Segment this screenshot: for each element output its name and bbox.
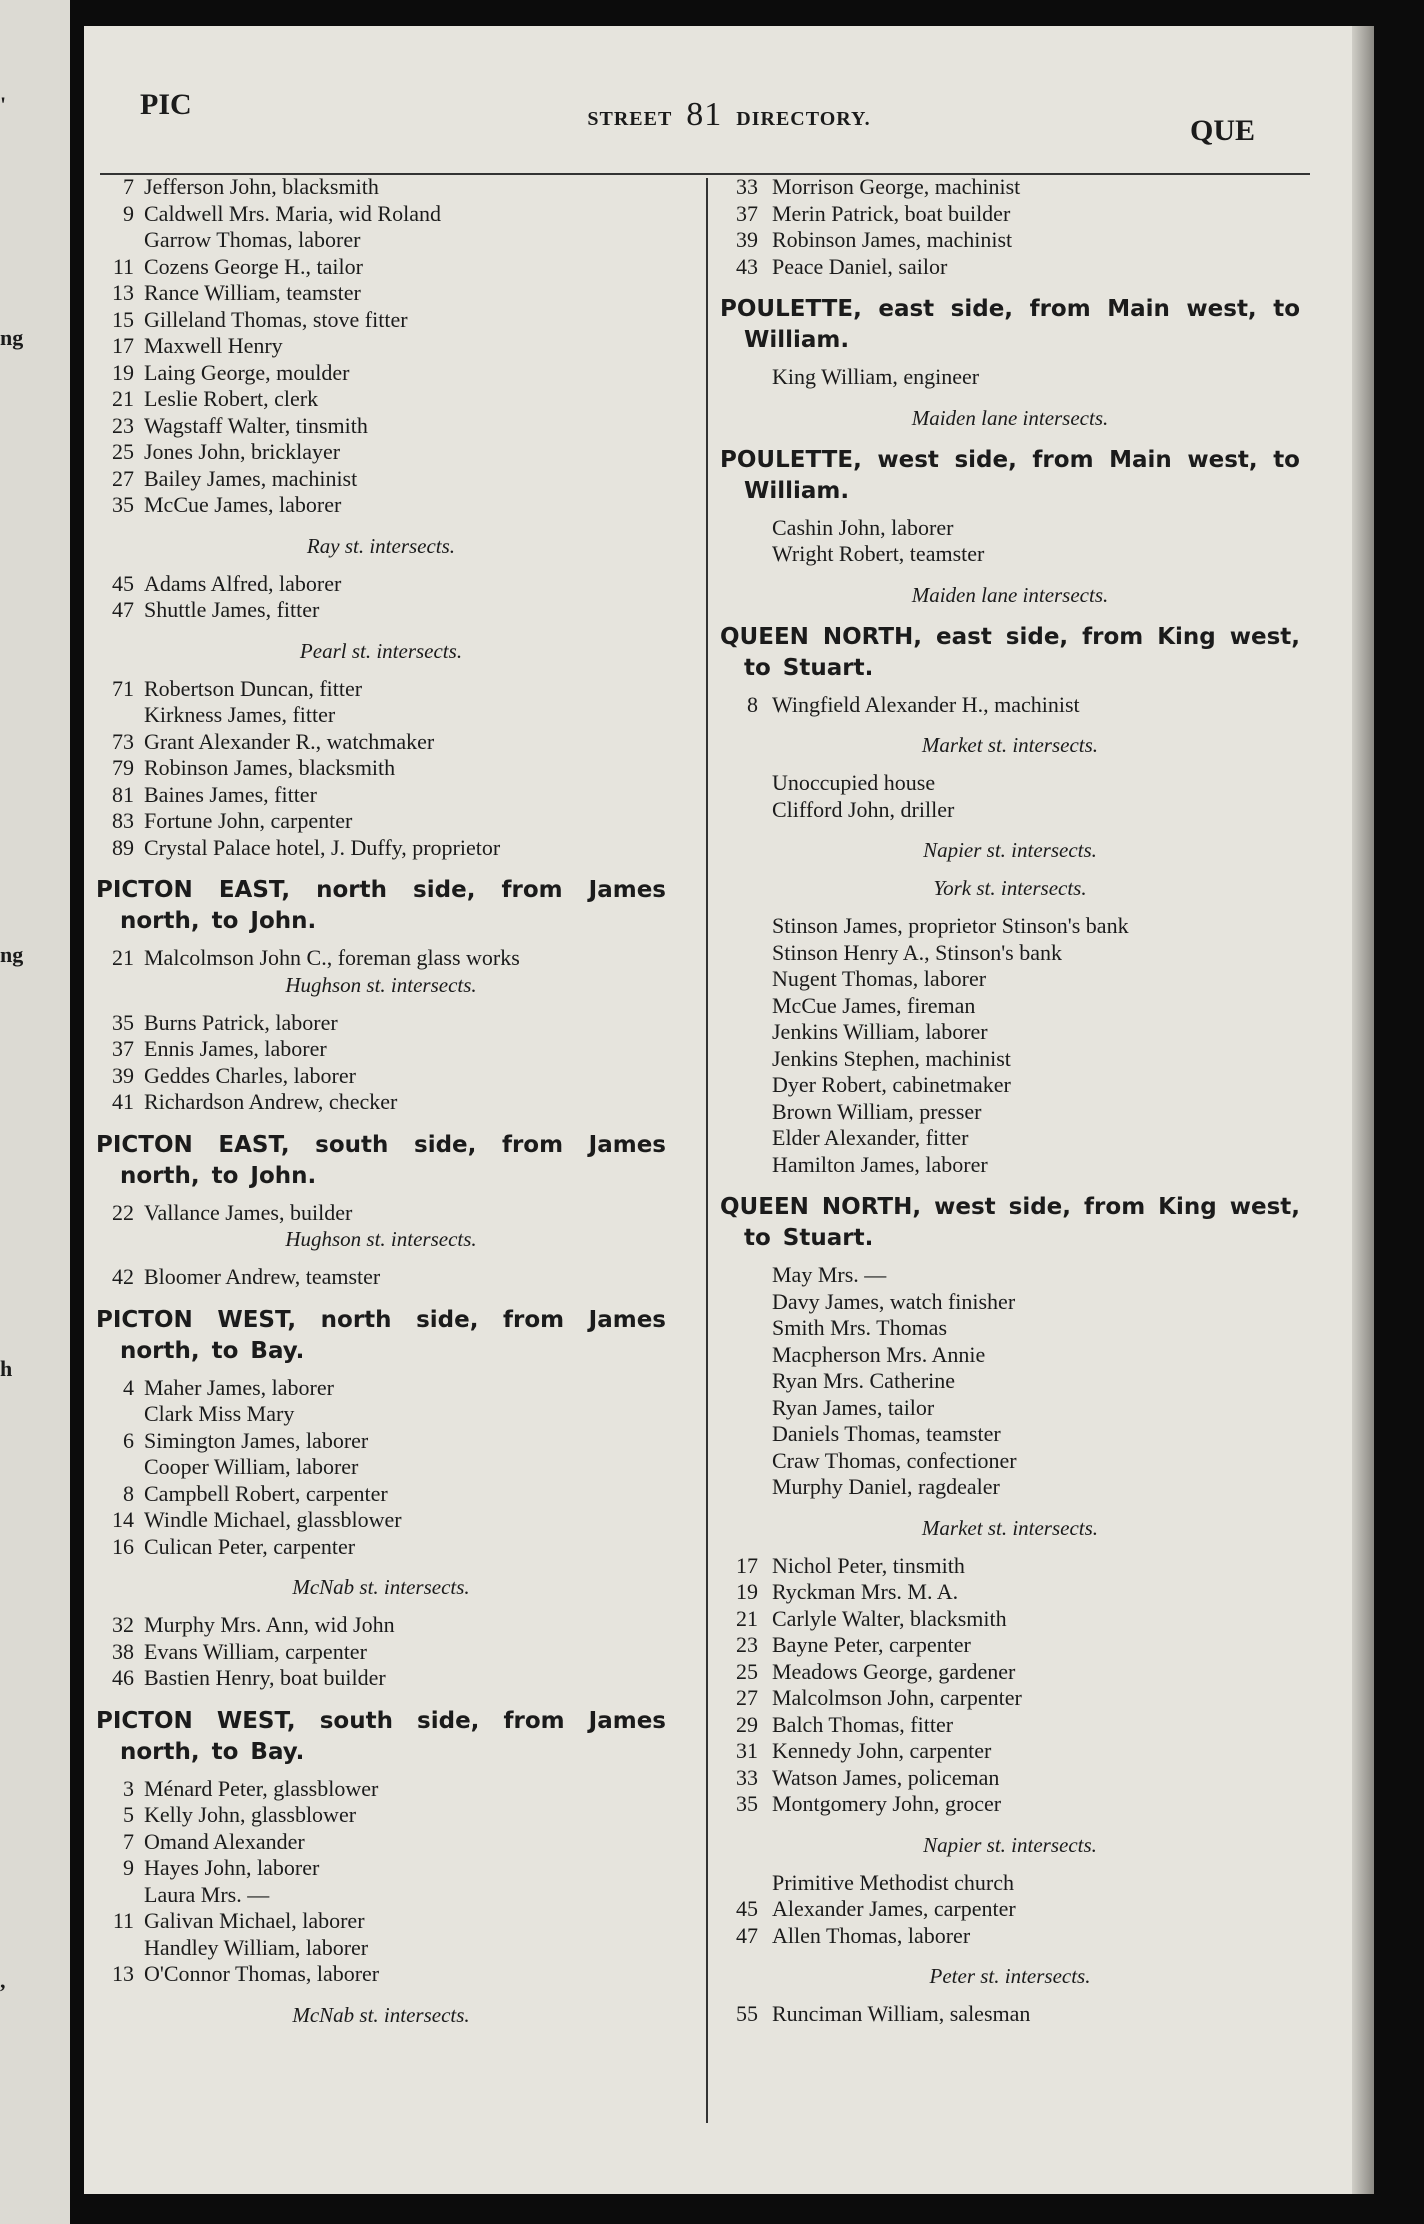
directory-entry [96,1089,666,1116]
directory-entry [96,174,666,201]
directory-entry [96,1882,666,1909]
intersection-note: Ray st. intersects. [306,533,456,558]
intersection-note: Pearl st. intersects. [299,638,463,663]
directory-entry [720,1152,1300,1179]
directory-entry [96,227,666,254]
resident-text: Shuttle James, fitter [144,597,320,622]
house-number: 55 [736,2001,758,2026]
resident-text: Jefferson John, blacksmith [144,174,379,199]
directory-entry [96,1481,666,1508]
directory-entry [720,1289,1300,1316]
directory-entry [96,1961,666,1988]
directory-entry [720,1315,1300,1342]
house-number: 6 [123,1427,134,1453]
column-divider [706,178,708,2123]
resident-text: Ryckman Mrs. M. A. [772,1579,959,1604]
house-number: 19 [736,1579,758,1604]
resident-text: Peace Daniel, sailor [772,253,948,279]
street-name: PICTON EAST [96,1131,281,1158]
resident-text: Stinson James, proprietor Stinson's bank [772,913,1129,938]
resident-text: Caldwell Mrs. Maria, wid Roland [144,200,441,226]
house-number: 32 [112,1612,134,1637]
resident-text: McCue James, fireman [772,992,976,1018]
house-number: 13 [112,280,134,305]
directory-entry [720,1632,1300,1659]
resident-text: Meadows George, gardener [772,1658,1016,1684]
house-number: 43 [736,253,758,279]
directory-entry [96,386,666,413]
directory-entry [720,770,1300,797]
house-number: 81 [112,781,134,807]
house-number: 45 [112,570,134,596]
header-title-right: DIRECTORY. [736,108,871,130]
resident-text: Robinson James, machinist [772,227,1013,252]
directory-entry [96,1612,666,1639]
resident-text: Clifford John, driller [772,796,955,822]
resident-text: Maher James, laborer [144,1374,334,1400]
resident-text: Wingfield Alexander H., machinist [772,691,1080,717]
street-extent: , east side, from King west, to Stuart. [744,623,1300,681]
street-heading [96,1305,666,1367]
intersection-note: McNab st. intersects. [292,2002,470,2027]
resident-text: Windle Michael, glassblower [144,1507,402,1532]
directory-entry [96,439,666,466]
street-heading [96,875,666,937]
resident-text: Daniels Thomas, teamster [772,1421,1001,1446]
house-number: 39 [112,1062,134,1088]
directory-entry [720,797,1300,824]
resident-text: Craw Thomas, confectioner [772,1447,1017,1473]
directory-entry [720,174,1300,201]
house-number: 33 [736,1764,758,1790]
directory-entry [720,364,1300,391]
margin-fragment: ' [0,92,7,117]
resident-text: May Mrs. — [772,1262,887,1287]
resident-text: Cozens George H., tailor [144,253,363,279]
resident-text: Kennedy John, carpenter [772,1738,992,1763]
house-number: 33 [736,174,758,199]
house-number: 16 [112,1533,134,1559]
house-number: 29 [736,1711,758,1737]
resident-text: Jenkins Stephen, machinist [772,1045,1011,1071]
house-number: 15 [112,306,134,332]
directory-entry [96,1200,666,1227]
house-number: 13 [112,1961,134,1986]
resident-text: Jones John, bricklayer [144,439,341,464]
directory-entry [720,2001,1300,2028]
resident-text: Ennis James, laborer [144,1036,327,1061]
house-number: 14 [112,1507,134,1532]
directory-entry [96,702,666,729]
directory-entry [96,307,666,334]
directory-entry [720,1712,1300,1739]
resident-text: Geddes Charles, laborer [144,1062,356,1088]
resident-text: King William, engineer [772,364,980,389]
street-extent: , west side, from Main west, to William. [744,446,1300,504]
intersection-note: Hughson st. intersects. [285,972,477,997]
resident-text: Gilleland Thomas, stove fitter [144,306,408,332]
resident-text: Carlyle Walter, blacksmith [772,1605,1007,1631]
resident-text: Merin Patrick, boat builder [772,200,1011,226]
house-number: 11 [112,253,134,279]
directory-entry [720,515,1300,542]
directory-entry [96,1428,666,1455]
intersection-note: Napier st. intersects. [923,838,1097,862]
house-number: 4 [123,1374,134,1400]
right-column [720,174,1300,2028]
directory-entry [720,1923,1300,1950]
street-name: POULETTE [720,446,854,473]
house-number: 35 [736,1791,758,1816]
directory-entry [96,1534,666,1561]
resident-text: Laura Mrs. — [144,1881,270,1907]
resident-text: Vallance James, builder [144,1199,353,1225]
resident-text: Handley William, laborer [144,1934,369,1960]
margin-fragment: ng [0,325,24,350]
directory-entry [96,1829,666,1856]
house-number: 8 [747,691,758,717]
resident-text: Dyer Robert, cabinetmaker [772,1072,1011,1097]
directory-entry [96,1264,666,1291]
house-number: 9 [123,200,134,226]
directory-entry [96,835,666,862]
resident-text: Morrison George, machinist [772,174,1021,199]
street-heading [720,622,1300,684]
intersection-note: Market st. intersects. [921,733,1099,757]
resident-text: Evans William, carpenter [144,1638,367,1664]
adjacent-page-edge [0,0,70,2224]
house-number: 83 [112,808,134,833]
street-name: QUEEN NORTH [720,623,914,650]
left-column [96,174,666,2040]
resident-text: Bastien Henry, boat builder [144,1665,386,1690]
street-extent: , west side, from King west, to Stuart. [744,1194,1301,1251]
directory-entry [96,1639,666,1666]
page-spine-shadow [1352,26,1374,2194]
header-range-start: PIC [140,88,192,121]
resident-text: Simington James, laborer [144,1427,369,1453]
directory-entry [720,1579,1300,1606]
resident-text: Macpherson Mrs. Annie [772,1341,986,1367]
street-heading [96,1706,666,1768]
street-extent: , east side, from Main west, to William. [744,296,1300,353]
house-number: 42 [112,1264,134,1289]
house-number: 21 [112,945,134,970]
directory-entry [720,1659,1300,1686]
house-number: 3 [123,1775,134,1801]
house-number: 7 [123,1828,134,1854]
house-number: 8 [123,1480,134,1506]
directory-entry [96,1665,666,1692]
directory-entry [96,466,666,493]
resident-text: Murphy Daniel, ragdealer [772,1474,1000,1499]
street-name: PICTON EAST [96,877,282,903]
directory-entry [720,1553,1300,1580]
street-extent: , north side, from James north, to John. [120,877,666,934]
header-title [84,96,1374,134]
street-extent: , south side, from James north, to John. [120,1131,666,1189]
resident-text: Galivan Michael, laborer [144,1908,365,1933]
house-number: 79 [112,755,134,780]
intersection-note: Maiden lane intersects. [911,582,1109,607]
house-number: 38 [112,1638,134,1664]
resident-text: Bailey James, machinist [144,465,358,491]
resident-text: Culican Peter, carpenter [144,1533,356,1559]
house-number: 7 [123,174,134,199]
resident-text: Malcolmson John, carpenter [772,1685,1022,1710]
directory-entry [96,808,666,835]
page-header [84,26,1374,156]
directory-entry [96,360,666,387]
page-number: 81 [686,96,723,133]
house-number: 35 [112,1009,134,1035]
house-number: 41 [112,1089,134,1114]
resident-text: Omand Alexander [144,1828,305,1854]
resident-text: Unoccupied house [772,770,936,795]
directory-entry [720,966,1300,993]
directory-entry [720,1262,1300,1289]
directory-entry [720,1685,1300,1712]
directory-entry [720,940,1300,967]
house-number: 23 [736,1632,758,1657]
directory-entry [96,492,666,519]
header-title-left: STREET [587,108,673,130]
directory-entry [720,1870,1300,1897]
resident-text: Campbell Robert, carpenter [144,1480,388,1506]
resident-text: Smith Mrs. Thomas [772,1315,948,1340]
resident-text: Leslie Robert, clerk [144,386,319,411]
directory-entry [720,1765,1300,1792]
directory-entry [96,1908,666,1935]
resident-text: Grant Alexander R., watchmaker [144,728,435,754]
house-number: 5 [123,1802,134,1827]
resident-text: McCue James, laborer [144,492,342,517]
directory-entry [720,1791,1300,1818]
resident-text: Baines James, fitter [144,781,317,807]
directory-entry [720,1421,1300,1448]
house-number: 47 [736,1922,758,1948]
directory-entry [720,1896,1300,1923]
directory-entry [96,1010,666,1037]
resident-text: Jenkins William, laborer [772,1019,988,1044]
directory-entry [720,1046,1300,1073]
house-number: 17 [112,333,134,358]
resident-text: Bloomer Andrew, teamster [144,1264,381,1289]
directory-entry [720,1448,1300,1475]
intersection-note: McNab st. intersects. [292,1575,470,1599]
house-number: 25 [736,1658,758,1684]
directory-entry [96,945,666,972]
directory-entry [720,1099,1300,1126]
resident-text: Murphy Mrs. Ann, wid John [144,1612,395,1637]
resident-text: Stinson Henry A., Stinson's bank [772,939,1062,965]
resident-text: Montgomery John, grocer [772,1791,1002,1816]
house-number: 89 [112,834,134,860]
directory-entry [96,1401,666,1428]
directory-entry [720,1474,1300,1501]
intersection-note: Market st. intersects. [921,1515,1099,1540]
resident-text: Ryan James, tailor [772,1394,935,1420]
house-number: 35 [112,492,134,517]
house-number: 39 [736,227,758,252]
house-number: 9 [123,1855,134,1880]
directory-entry [96,1507,666,1534]
resident-text: Robinson James, blacksmith [144,755,396,780]
intersection-note: Peter st. intersects. [929,1964,1091,1988]
resident-text: Balch Thomas, fitter [772,1711,954,1737]
resident-text: Alexander James, carpenter [772,1896,1016,1921]
house-number: 27 [112,465,134,491]
street-heading [720,294,1300,356]
intersection-note: Maiden lane intersects. [911,405,1109,430]
directory-entry [96,1036,666,1063]
directory-entry [720,1368,1300,1395]
house-number: 21 [736,1605,758,1631]
directory-entry [720,1395,1300,1422]
directory-entry [96,676,666,703]
directory-entry [96,1776,666,1803]
intersection-note: Napier st. intersects. [923,1832,1097,1857]
resident-text: Maxwell Henry [144,333,283,358]
resident-text: Robertson Duncan, fitter [144,675,363,701]
directory-entry [720,1072,1300,1099]
directory-entry [96,729,666,756]
directory-entry [720,227,1300,254]
resident-text: Rance William, teamster [144,280,361,305]
directory-entry [96,755,666,782]
directory-entry [96,1802,666,1829]
resident-text: Richardson Andrew, checker [144,1089,398,1114]
directory-entry [96,1454,666,1481]
resident-text: Primitive Methodist church [772,1869,1014,1895]
resident-text: Hayes John, laborer [144,1855,320,1880]
resident-text: Malcolmson John C., foreman glass works [144,945,520,970]
resident-text: Brown William, presser [772,1098,982,1124]
directory-entry [96,201,666,228]
directory-entry [96,597,666,624]
resident-text: Kelly John, glassblower [144,1802,357,1827]
resident-text: Wagstaff Walter, tinsmith [144,412,368,438]
resident-text: Runciman William, salesman [772,2001,1031,2026]
directory-entry [720,541,1300,568]
resident-text: O'Connor Thomas, laborer [144,1961,380,1986]
resident-text: Burns Patrick, laborer [144,1009,338,1035]
directory-entry [96,254,666,281]
resident-text: Cooper William, laborer [144,1454,359,1479]
intersection-note: Hughson st. intersects. [285,1227,477,1251]
margin-fragment: ng [0,942,24,967]
street-name: PICTON WEST [96,1306,288,1333]
street-name: PICTON WEST [96,1707,287,1734]
resident-text: Hamilton James, laborer [772,1151,988,1177]
intersection-note: York st. intersects. [933,876,1087,900]
house-number: 73 [112,728,134,754]
resident-text: Allen Thomas, laborer [772,1922,971,1948]
house-number: 46 [112,1665,134,1690]
resident-text: Garrow Thomas, laborer [144,227,361,252]
directory-entry [96,1375,666,1402]
house-number: 11 [112,1908,134,1933]
directory-entry [720,254,1300,281]
margin-fragment: , [0,1968,6,1993]
house-number: 17 [736,1552,758,1578]
directory-entry [720,1342,1300,1369]
resident-text: Nichol Peter, tinsmith [772,1552,965,1578]
resident-text: Davy James, watch finisher [772,1288,1016,1314]
house-number: 21 [112,386,134,411]
directory-entry [720,1738,1300,1765]
resident-text: Bayne Peter, carpenter [772,1632,971,1657]
street-heading [720,445,1300,507]
resident-text: Fortune John, carpenter [144,808,353,833]
resident-text: Clark Miss Mary [144,1401,295,1426]
directory-entry [96,1935,666,1962]
house-number: 47 [112,597,134,622]
house-number: 31 [736,1738,758,1763]
street-heading [96,1130,666,1192]
directory-entry [96,413,666,440]
directory-page [84,26,1374,2194]
resident-text: Kirkness James, fitter [144,702,336,727]
resident-text: Ménard Peter, glassblower [144,1775,379,1801]
directory-entry [720,913,1300,940]
resident-text: Ryan Mrs. Catherine [772,1368,956,1393]
house-number: 25 [112,439,134,464]
directory-entry [720,1606,1300,1633]
street-heading [720,1192,1300,1254]
directory-entry [720,993,1300,1020]
house-number: 71 [112,675,134,701]
directory-entry [720,201,1300,228]
street-extent: , north side, from James north, to Bay. [120,1306,666,1364]
house-number: 45 [736,1896,758,1921]
resident-text: Crystal Palace hotel, J. Duffy, proprietor [144,834,501,860]
directory-entry [96,1063,666,1090]
resident-text: Adams Alfred, laborer [144,570,342,596]
house-number: 22 [112,1199,134,1225]
resident-text: Nugent Thomas, laborer [772,966,987,991]
house-number: 19 [112,359,134,385]
street-name: POULETTE [720,296,854,322]
header-range-end: QUE [1190,114,1256,147]
resident-text: Laing George, moulder [144,359,350,385]
house-number: 37 [112,1036,134,1061]
directory-entry [96,571,666,598]
house-number: 37 [736,200,758,226]
resident-text: Watson James, policeman [772,1764,1000,1790]
resident-text: Elder Alexander, fitter [772,1125,969,1150]
directory-entry [720,692,1300,719]
directory-entry [96,1855,666,1882]
directory-entry [96,782,666,809]
resident-text: Cashin John, laborer [772,514,954,540]
margin-fragment: h [0,1356,13,1381]
directory-entry [720,1019,1300,1046]
resident-text: Wright Robert, teamster [772,541,985,566]
street-name: QUEEN NORTH [720,1194,913,1220]
directory-entry [720,1125,1300,1152]
directory-entry [96,333,666,360]
house-number: 23 [112,412,134,438]
house-number: 27 [736,1685,758,1710]
street-extent: , south side, from James north, to Bay. [120,1707,666,1765]
directory-entry [96,280,666,307]
